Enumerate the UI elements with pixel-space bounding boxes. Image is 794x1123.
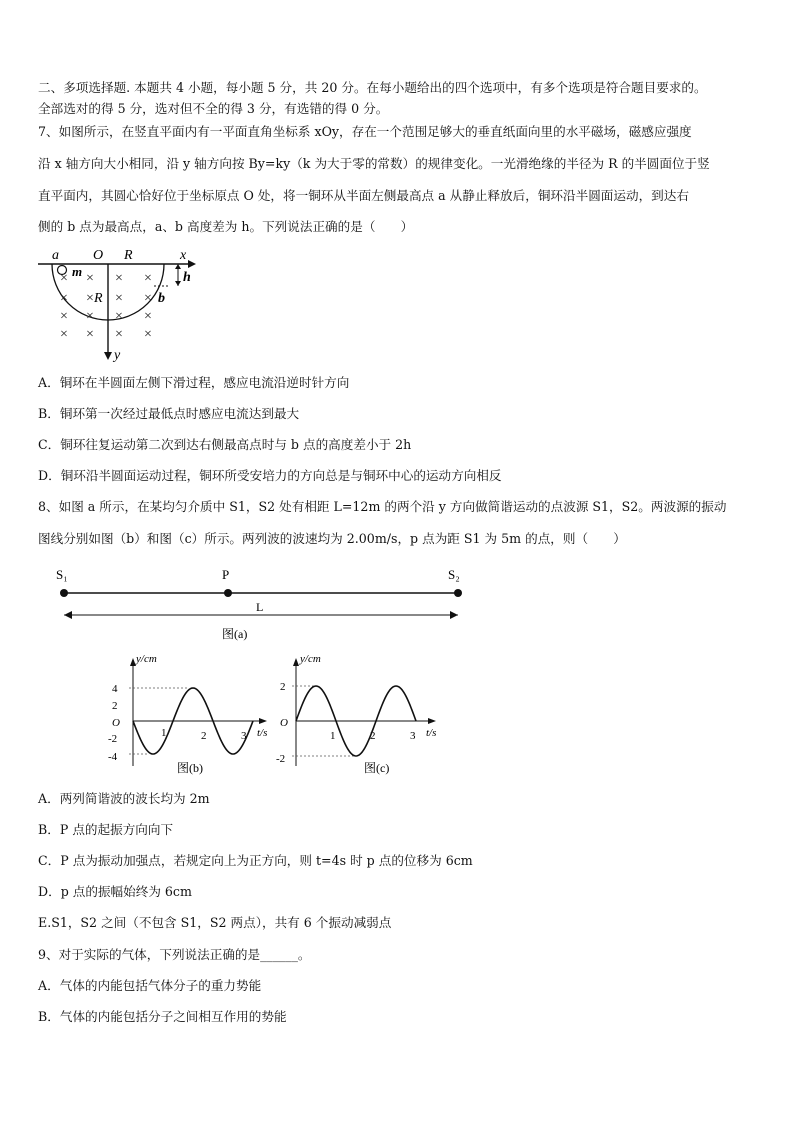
field-cross: × (115, 271, 123, 286)
q7-stem-line-4: 侧的 b 点为最高点，a、b 高度差为 h。下列说法正确的是（ ） (38, 219, 414, 234)
q9-stem: 9、对于实际的气体，下列说法正确的是______。 (38, 947, 311, 962)
field-cross: × (115, 309, 123, 324)
fig-b-ytick: 2 (112, 700, 118, 712)
q8-figure-a (50, 563, 480, 645)
label-r-mid: R (94, 291, 103, 306)
q8-option-c: C．P 点为振动加强点，若规定向上为正方向，则 t=4s 时 p 点的位移为 6cm (38, 853, 473, 868)
field-cross: × (60, 309, 68, 324)
fig-b-xtick: 1 (161, 727, 167, 739)
field-cross: × (115, 327, 123, 342)
label-b: b (158, 291, 165, 306)
q7-figure (38, 244, 208, 366)
q8-option-a: A．两列简谐波的波长均为 2m (38, 791, 210, 806)
field-cross: × (144, 309, 152, 324)
q9-option-b: B．气体的内能包括分子之间相互作用的势能 (38, 1009, 287, 1024)
q8-stem-line-2: 图线分别如图（b）和图（c）所示。两列波的波速均为 2.00m/s，p 点为距 S1 为 5m 的点，则（ ） (38, 531, 626, 546)
q8-figure-b (105, 648, 275, 778)
field-cross: × (86, 271, 94, 286)
label-l: L (256, 600, 264, 614)
q7-option-d: D．铜环沿半圆面运动过程，铜环所受安培力的方向总是与铜环中心的运动方向相反 (38, 468, 502, 483)
field-cross: × (144, 327, 152, 342)
fig-c-xlabel: t/s (426, 727, 437, 739)
fig-c-origin: O (280, 717, 288, 729)
q8-option-e: E.S1，S2 之间（不包含 S1，S2 两点），共有 6 个振动减弱点 (38, 915, 392, 930)
label-s2: S₂ (448, 567, 460, 582)
q8-figure-c (274, 648, 444, 778)
q8-option-d: D．p 点的振幅始终为 6cm (38, 884, 192, 899)
fig-b-ytick: 4 (112, 683, 118, 695)
q7-stem-line-3: 直平面内，其圆心恰好位于坐标原点 O 处，将一铜环从半面左侧最高点 a 从静止释放后，铜环沿半圆面运动，到达右 (38, 188, 689, 203)
label-r-top: R (124, 248, 133, 263)
label-y: y (114, 348, 121, 363)
fig-b-xtick: 2 (201, 730, 207, 742)
field-cross: × (60, 327, 68, 342)
q7-stem-line-2: 沿 x 轴方向大小相同，沿 y 轴方向按 By=ky（k 为大于零的常数）的规律变化。一光滑绝缘的半径为 R 的半圆面位于竖 (38, 156, 710, 171)
fig-c-xtick: 1 (330, 730, 336, 742)
field-cross: × (115, 291, 123, 306)
fig-c-caption: 图(c) (364, 761, 390, 775)
q7-option-b: B．铜环第一次经过最低点时感应电流达到最大 (38, 406, 300, 421)
field-cross: × (86, 309, 94, 324)
field-cross: × (86, 327, 94, 342)
fig-b-xlabel: t/s (257, 727, 268, 739)
fig-b-ylabel: y/cm (136, 653, 157, 665)
fig-c-ytick: -2 (276, 753, 286, 765)
fig-b-caption: 图(b) (177, 761, 203, 775)
label-a: a (52, 248, 59, 263)
fig-b-origin: O (112, 717, 120, 729)
field-cross: × (86, 291, 94, 306)
label-p: P (222, 567, 230, 582)
fig-c-xtick: 3 (410, 730, 416, 742)
fig-c-ylabel: y/cm (300, 653, 321, 665)
q7-option-a: A．铜环在半圆面左侧下滑过程，感应电流沿逆时针方向 (38, 375, 350, 390)
label-x: x (180, 248, 187, 263)
q8-stem-line-1: 8、如图 a 所示，在某均匀介质中 S1，S2 处有相距 L=12m 的两个沿 y 方向做简谐运动的点波源 S1，S2。两波源的振动 (38, 499, 727, 514)
section-header-line-1: 二、多项选择题. 本题共 4 小题，每小题 5 分，共 20 分。在每小题给出的四个选项中，有多个选项是符合题目要求的。 (38, 80, 707, 95)
fig-b-ytick: -2 (108, 733, 118, 745)
field-cross: × (60, 271, 68, 286)
field-cross: × (60, 291, 68, 306)
q7-option-c: C．铜环往复运动第二次到达右侧最高点时与 b 点的高度差小于 2h (38, 437, 412, 452)
label-origin: O (93, 248, 104, 263)
label-h: h (183, 270, 191, 285)
q7-stem-line-1: 7、如图所示，在竖直平面内有一平面直角坐标系 xOy，存在一个范围足够大的垂直纸面向里的水平磁场，磁感应强度 (38, 124, 692, 139)
field-cross: × (144, 271, 152, 286)
fig-b-xtick: 3 (241, 730, 247, 742)
fig-c-ytick: 2 (280, 681, 286, 693)
section-header-line-2: 全部选对的得 5 分，选对但不全的得 3 分，有选错的得 0 分。 (38, 101, 389, 116)
fig-c-xtick: 2 (370, 730, 376, 742)
fig-b-ytick: -4 (108, 751, 118, 763)
fig-a-caption: 图(a) (222, 627, 248, 641)
label-m: m (72, 264, 83, 279)
label-s1: S₁ (56, 567, 68, 582)
q9-option-a: A．气体的内能包括气体分子的重力势能 (38, 978, 262, 993)
q8-option-b: B．P 点的起振方向向下 (38, 822, 174, 837)
field-cross: × (144, 291, 152, 306)
